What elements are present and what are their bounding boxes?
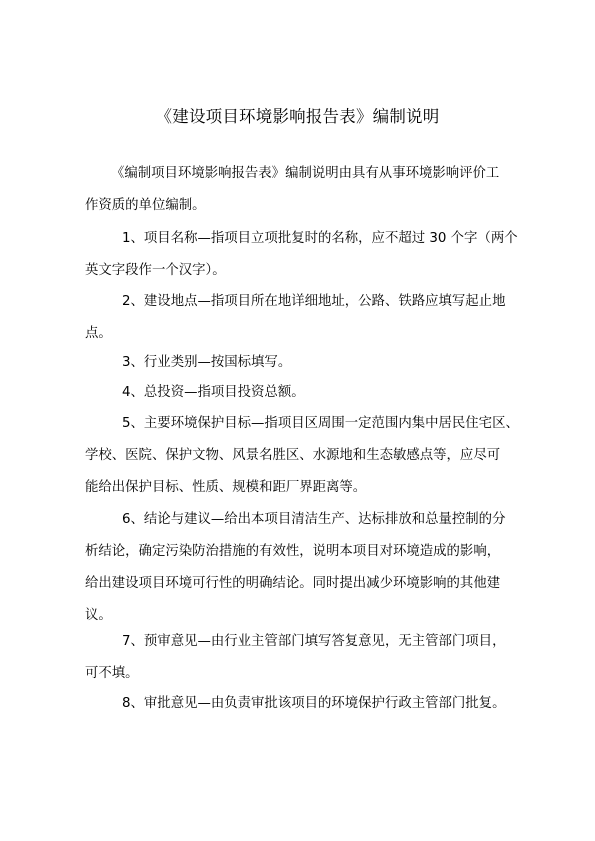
paragraph-line: 学校、医院、保护文物、风景名胜区、水源地和生态敏感点等，应尽可 [85, 448, 501, 463]
paragraph-line: 6、结论与建议—给出本项目清洁生产、达标排放和总量控制的分 [122, 512, 506, 527]
paragraph-line: 给出建设项目环境可行性的明确结论。同时提出减少环境影响的其他建 [85, 576, 501, 591]
paragraph-line: 2、建设地点—指项目所在地详细地址，公路、铁路应填写起止地 [122, 294, 506, 309]
item-1-paragraph [85, 230, 525, 280]
paragraph-line: 7、预审意见—由行业主管部门填写答复意见，无主管部门项目， [122, 634, 506, 649]
paragraph-line: 议。 [85, 608, 112, 623]
item-4-paragraph [85, 384, 525, 402]
paragraph-line: 1、项目名称—指项目立项批复时的名称，应不超过 30 个字（两个 [122, 231, 518, 246]
item-6-paragraph [85, 511, 525, 625]
paragraph-line: 4、总投资—指项目投资总额。 [122, 385, 305, 400]
item-2-paragraph [85, 293, 525, 343]
paragraph-line: 点。 [85, 326, 112, 341]
paragraph-line: 3、行业类别—按国标填写。 [122, 355, 292, 370]
item-8-paragraph [85, 695, 525, 713]
paragraph-line: 英文字段作一个汉字）。 [85, 263, 226, 278]
item-7-paragraph [85, 633, 525, 683]
paragraph-line: 5、主要环境保护目标—指项目区周围一定范围内集中居民住宅区、 [122, 416, 519, 431]
intro-paragraph [85, 165, 525, 215]
paragraph-line: 作资质的单位编制。 [85, 198, 206, 213]
item-5-paragraph [85, 415, 525, 497]
item-3-paragraph [85, 354, 525, 372]
paragraph-line: 析结论，确定污染防治措施的有效性，说明本项目对环境造成的影响， [85, 544, 501, 559]
document-title: 《建设项目环境影响报告表》编制说明 [155, 107, 440, 126]
paragraph-line: 《编制项目环境影响报告表》编制说明由具有从事环境影响评价工 [111, 166, 500, 181]
paragraph-line: 8、审批意见—由负责审批该项目的环境保护行政主管部门批复。 [122, 696, 506, 711]
paragraph-line: 能给出保护目标、性质、规模和距厂界距离等。 [85, 480, 367, 495]
paragraph-line: 可不填。 [85, 666, 139, 681]
